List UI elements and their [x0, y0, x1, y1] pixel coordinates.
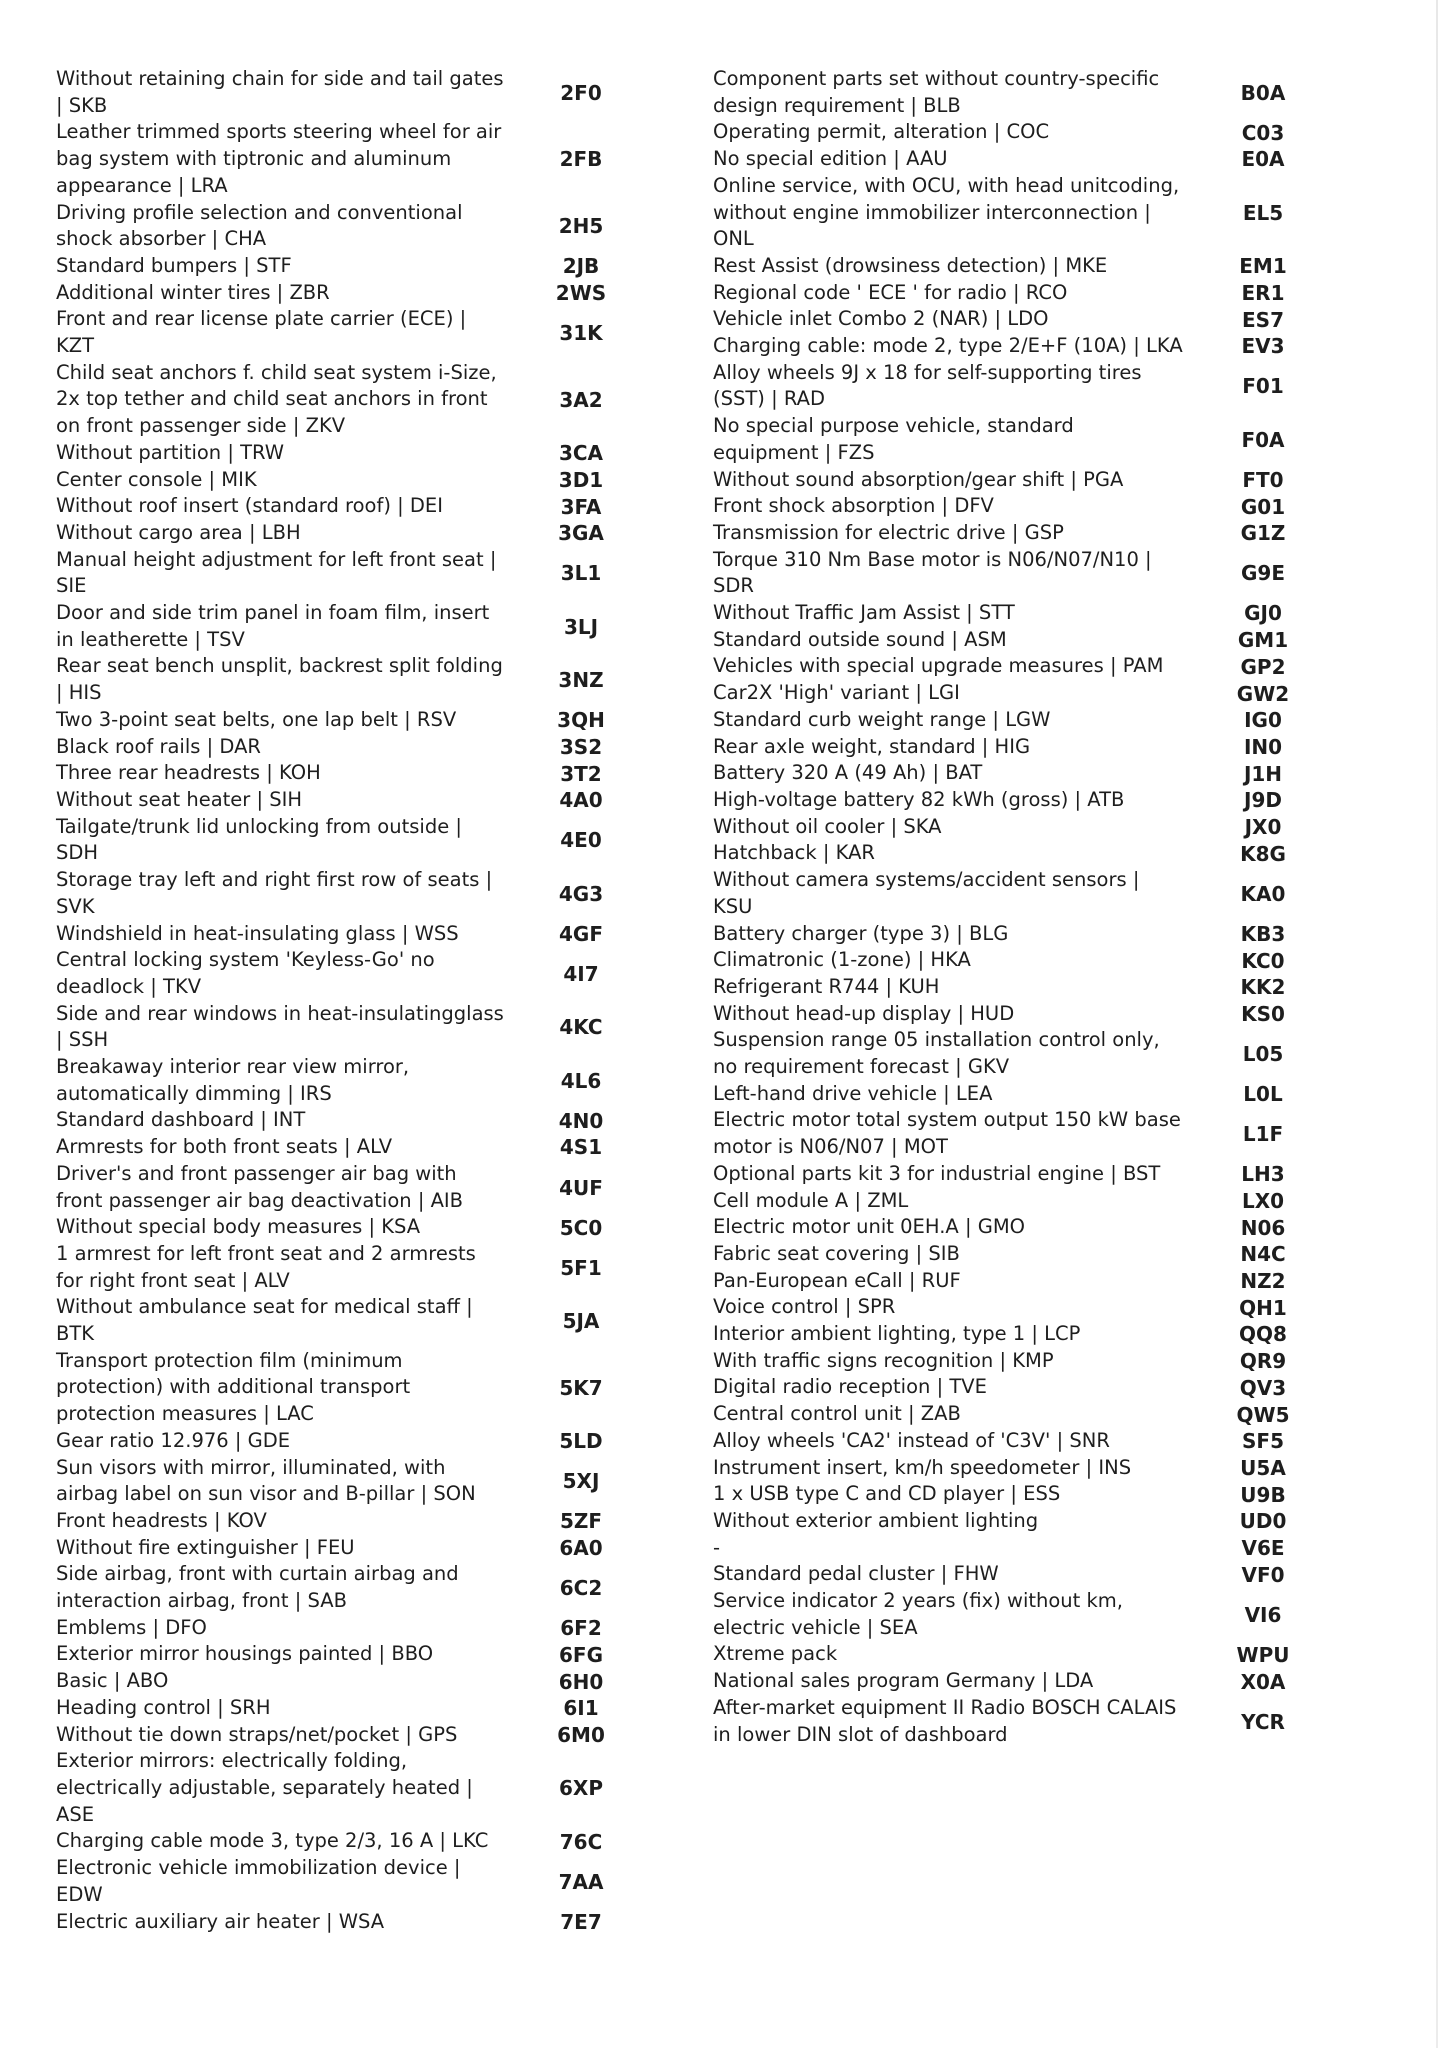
- equipment-description: Electric auxiliary air heater | WSA: [56, 1909, 385, 1933]
- equipment-description: Vehicle inlet Combo 2 (NAR) | LDO: [713, 307, 1049, 331]
- equipment-description: Regional code ' ECE ' for radio | RCO: [713, 280, 1068, 304]
- equipment-code: 6I1: [563, 1696, 599, 1721]
- equipment-code: KB3: [1240, 921, 1286, 946]
- equipment-code: 4UF: [559, 1175, 603, 1200]
- equipment-description: Driver's and front passenger air bag with front passenger air bag deactivation | AIB: [56, 1161, 464, 1212]
- equipment-code: 6C2: [559, 1576, 603, 1601]
- equipment-description: Breakaway interior rear view mirror, automatically dimming | IRS: [56, 1055, 410, 1105]
- equipment-code: 2H5: [558, 214, 604, 239]
- equipment-code: 4I7: [563, 961, 599, 986]
- equipment-code: 4GF: [559, 921, 603, 946]
- equipment-code: G1Z: [1240, 521, 1286, 546]
- equipment-code: 7AA: [558, 1869, 604, 1894]
- equipment-description: Standard curb weight range | LGW: [713, 707, 1051, 731]
- equipment-code: IG0: [1244, 708, 1282, 733]
- equipment-description: Vehicles with special upgrade measures | PAM: [713, 654, 1164, 678]
- equipment-description: 1 x USB type C and CD player | ESS: [713, 1482, 1061, 1506]
- equipment-description: Basic | ABO: [56, 1669, 169, 1693]
- equipment-description: Left-hand drive vehicle | LEA: [713, 1081, 993, 1105]
- equipment-description: Electric motor total system output 150 kW base motor is N06/N07 | MOT: [713, 1108, 1181, 1159]
- equipment-description: Armrests for both front seats | ALV: [56, 1135, 393, 1159]
- equipment-code: 6H0: [558, 1669, 604, 1694]
- equipment-description: Storage tray left and right first row of seats | SVK: [56, 868, 493, 918]
- equipment-code: 3L1: [560, 561, 602, 586]
- equipment-description: High-voltage battery 82 kWh (gross) | ATB: [713, 787, 1125, 811]
- equipment-description: Rear axle weight, standard | HIG: [713, 734, 1031, 758]
- equipment-code: 4L6: [560, 1068, 602, 1093]
- equipment-code: 4G3: [558, 881, 604, 906]
- equipment-code: SF5: [1242, 1429, 1284, 1454]
- left-equipment-column: [56, 66, 656, 1935]
- equipment-description: Pan-European eCall | RUF: [713, 1268, 961, 1292]
- equipment-description: After-market equipment II Radio BOSCH CALAIS in lower DIN slot of dashboard: [713, 1695, 1177, 1746]
- equipment-description: Interior ambient lighting, type 1 | LCP: [713, 1322, 1081, 1346]
- equipment-code: 3LJ: [563, 614, 599, 639]
- equipment-code: 5ZF: [559, 1509, 603, 1534]
- equipment-code: 3S2: [559, 734, 603, 759]
- equipment-code: 5C0: [559, 1215, 603, 1240]
- equipment-description: Xtreme pack: [713, 1642, 838, 1666]
- equipment-description: Leather trimmed sports steering wheel for air bag system with tiptronic and aluminum appearance | LRA: [56, 120, 502, 197]
- equipment-description: Rear seat bench unsplit, backrest split folding | HIS: [56, 654, 503, 705]
- equipment-description: Child seat anchors f. child seat system i-Size, 2x top tether and child seat anchors in front on front passenger side | ZKV: [56, 360, 497, 438]
- equipment-code: KA0: [1240, 881, 1286, 906]
- equipment-description: Operating permit, alteration | COC: [713, 120, 1050, 144]
- equipment-description: Standard dashboard | INT: [56, 1108, 306, 1132]
- equipment-description: Without oil cooler | SKA: [713, 814, 942, 838]
- equipment-code: JX0: [1244, 815, 1282, 840]
- equipment-description: Component parts set without country-specific design requirement | BLB: [713, 67, 1160, 117]
- equipment-code: X0A: [1240, 1669, 1286, 1694]
- equipment-description: Without Traffic Jam Assist | STT: [713, 601, 1015, 625]
- equipment-code: N4C: [1240, 1242, 1286, 1267]
- equipment-description: Electronic vehicle immobilization device | EDW: [56, 1856, 461, 1906]
- equipment-code: KS0: [1241, 1001, 1285, 1026]
- equipment-code: 2WS: [555, 280, 607, 305]
- equipment-description: Emblems | DFO: [56, 1615, 207, 1639]
- equipment-code: 6A0: [559, 1536, 603, 1561]
- equipment-code: B0A: [1240, 80, 1286, 105]
- page-edge: [1436, 0, 1438, 2048]
- equipment-description: Charging cable mode 3, type 2/3, 16 A | LKC: [56, 1829, 489, 1853]
- equipment-code: GJ0: [1244, 601, 1282, 626]
- equipment-code: 4N0: [558, 1108, 604, 1133]
- equipment-description: Rest Assist (drowsiness detection) | MKE: [713, 253, 1108, 277]
- equipment-code: 5JA: [562, 1309, 600, 1334]
- equipment-code: 6F2: [560, 1616, 602, 1641]
- equipment-code: KK2: [1240, 975, 1286, 1000]
- equipment-code: 3A2: [559, 387, 603, 412]
- equipment-description: Three rear headrests | KOH: [56, 761, 321, 785]
- equipment-description: Transport protection film (minimum protection) with additional transport protection measures | LAC: [56, 1348, 411, 1426]
- equipment-description: Without tie down straps/net/pocket | GPS: [56, 1722, 458, 1746]
- equipment-description: Heading control | SRH: [56, 1695, 271, 1719]
- equipment-description: No special edition | AAU: [713, 147, 948, 171]
- equipment-description: Exterior mirrors: electrically folding, electrically adjustable, separately heated | ASE: [56, 1749, 473, 1826]
- equipment-code: 2FB: [559, 147, 603, 172]
- equipment-description: Without seat heater | SIH: [56, 787, 303, 811]
- equipment-code: 5K7: [559, 1375, 603, 1400]
- equipment-description: Tailgate/trunk lid unlocking from outside | SDH: [56, 814, 462, 865]
- equipment-description: Without fire extinguisher | FEU: [56, 1535, 355, 1559]
- equipment-description: -: [713, 1535, 721, 1559]
- equipment-code: L0L: [1243, 1082, 1283, 1107]
- equipment-description: Refrigerant R744 | KUH: [713, 974, 940, 998]
- equipment-code: IN0: [1243, 734, 1283, 759]
- equipment-description: Without ambulance seat for medical staff | BTK: [56, 1295, 473, 1346]
- equipment-description: Digital radio reception | TVE: [713, 1375, 987, 1399]
- equipment-code: 5XJ: [562, 1469, 600, 1494]
- equipment-code: K8G: [1240, 841, 1286, 866]
- equipment-code: 4S1: [559, 1135, 603, 1160]
- equipment-description: Front and rear license plate carrier (ECE) | KZT: [56, 307, 467, 358]
- equipment-description: Car2X 'High' variant | LGI: [713, 681, 960, 705]
- equipment-description: Sun visors with mirror, illuminated, with airbag label on sun visor and B-pillar | SON: [56, 1455, 476, 1506]
- equipment-code: 5F1: [560, 1255, 602, 1280]
- equipment-description: National sales program Germany | LDA: [713, 1669, 1094, 1693]
- equipment-code: 3QH: [557, 708, 605, 733]
- equipment-description: No special purpose vehicle, standard equipment | FZS: [713, 414, 1074, 464]
- equipment-description: Standard pedal cluster | FHW: [713, 1562, 999, 1586]
- equipment-description: Central locking system 'Keyless-Go' no deadlock | TKV: [56, 948, 435, 998]
- equipment-description: Without special body measures | KSA: [56, 1215, 421, 1239]
- equipment-code: E0A: [1241, 147, 1285, 172]
- equipment-description: Manual height adjustment for left front seat | SIE: [56, 547, 497, 598]
- equipment-description: Online service, with OCU, with head unitcoding, without engine immobilizer interconnection | ONL: [713, 173, 1180, 251]
- equipment-description: Front headrests | KOV: [56, 1508, 267, 1532]
- equipment-code: 31K: [559, 321, 603, 346]
- equipment-description: Front shock absorption | DFV: [713, 494, 994, 518]
- equipment-code: GP2: [1240, 654, 1286, 679]
- equipment-code: 3NZ: [558, 668, 604, 693]
- equipment-description: Without cargo area | LBH: [56, 520, 301, 544]
- equipment-code: VI6: [1244, 1602, 1282, 1627]
- equipment-code: 3T2: [560, 761, 602, 786]
- equipment-code: F0A: [1241, 427, 1285, 452]
- equipment-description: Without exterior ambient lighting: [713, 1508, 1039, 1532]
- equipment-code: U5A: [1240, 1455, 1286, 1480]
- equipment-code: 6XP: [559, 1776, 603, 1801]
- equipment-code: GM1: [1237, 628, 1289, 653]
- equipment-description: Climatronic (1-zone) | HKA: [713, 948, 971, 972]
- equipment-description: Battery 320 A (49 Ah) | BAT: [713, 761, 983, 785]
- equipment-code: NZ2: [1240, 1268, 1286, 1293]
- equipment-code: J1H: [1243, 761, 1283, 786]
- right-equipment-column: [713, 66, 1343, 1748]
- equipment-description: Windshield in heat-insulating glass | WSS: [56, 921, 459, 945]
- equipment-description: Two 3-point seat belts, one lap belt | RSV: [56, 707, 457, 731]
- equipment-code: EV3: [1241, 334, 1285, 359]
- equipment-code: 3FA: [560, 494, 602, 519]
- equipment-description: Door and side trim panel in foam film, insert in leatherette | TSV: [56, 601, 490, 651]
- equipment-description: Alloy wheels 9J x 18 for self-supporting tires (SST) | RAD: [713, 360, 1142, 411]
- equipment-code: ES7: [1242, 307, 1284, 332]
- equipment-description: Service indicator 2 years (fix) without km, electric vehicle | SEA: [713, 1589, 1123, 1639]
- equipment-code: 5LD: [559, 1429, 603, 1454]
- equipment-code: 3D1: [558, 467, 604, 492]
- equipment-code: C03: [1241, 120, 1285, 145]
- equipment-description: Instrument insert, km/h speedometer | INS: [713, 1455, 1132, 1479]
- equipment-code: LH3: [1241, 1162, 1285, 1187]
- equipment-description: Electric motor unit 0EH.A | GMO: [713, 1215, 1025, 1239]
- equipment-code: N06: [1240, 1215, 1286, 1240]
- equipment-description: 1 armrest for left front seat and 2 armrests for right front seat | ALV: [56, 1241, 476, 1292]
- equipment-description: Side and rear windows in heat-insulatingglass | SSH: [56, 1001, 504, 1052]
- equipment-code: G01: [1240, 494, 1286, 519]
- equipment-code: FT0: [1242, 467, 1284, 492]
- equipment-description: Gear ratio 12.976 | GDE: [56, 1428, 291, 1452]
- equipment-code: 2F0: [560, 80, 602, 105]
- equipment-code: 4A0: [559, 788, 603, 813]
- equipment-code: 7E7: [560, 1909, 602, 1934]
- equipment-code: EM1: [1239, 254, 1287, 279]
- equipment-description: Without roof insert (standard roof) | DEI: [56, 494, 443, 518]
- equipment-description: Fabric seat covering | SIB: [713, 1241, 960, 1265]
- equipment-code: G9E: [1241, 561, 1285, 586]
- equipment-code: V6E: [1241, 1536, 1285, 1561]
- equipment-description: Side airbag, front with curtain airbag and interaction airbag, front | SAB: [56, 1562, 459, 1613]
- equipment-code: 76C: [559, 1829, 603, 1854]
- equipment-description: Optional parts kit 3 for industrial engine | BST: [713, 1161, 1161, 1185]
- equipment-description: Without sound absorption/gear shift | PGA: [713, 467, 1124, 491]
- equipment-code: YCR: [1241, 1709, 1285, 1734]
- equipment-description: Hatchback | KAR: [713, 841, 875, 865]
- equipment-code: QH1: [1239, 1295, 1287, 1320]
- equipment-description: Charging cable: mode 2, type 2/E+F (10A) | LKA: [713, 334, 1183, 358]
- equipment-description: Without head-up display | HUD: [713, 1001, 1015, 1025]
- equipment-description: Standard bumpers | STF: [56, 253, 292, 277]
- equipment-description: Black roof rails | DAR: [56, 734, 261, 758]
- equipment-code: LX0: [1241, 1188, 1285, 1213]
- equipment-code: 3GA: [558, 521, 604, 546]
- equipment-code: 6FG: [559, 1642, 603, 1667]
- equipment-description: Torque 310 Nm Base motor is N06/N07/N10 | SDR: [713, 547, 1152, 598]
- equipment-code: QW5: [1236, 1402, 1290, 1427]
- equipment-description: Cell module A | ZML: [713, 1188, 909, 1212]
- equipment-code: 2JB: [562, 254, 600, 279]
- equipment-code: UD0: [1239, 1509, 1287, 1534]
- equipment-description: Suspension range 05 installation control only, no requirement forecast | GKV: [713, 1028, 1160, 1079]
- equipment-description: Transmission for electric drive | GSP: [713, 520, 1064, 544]
- equipment-code: WPU: [1236, 1642, 1290, 1667]
- equipment-description: Center console | MIK: [56, 467, 257, 491]
- equipment-code: QQ8: [1239, 1322, 1287, 1347]
- equipment-description: Without partition | TRW: [56, 440, 285, 464]
- equipment-code: QV3: [1239, 1375, 1287, 1400]
- equipment-description: Battery charger (type 3) | BLG: [713, 921, 1009, 945]
- equipment-description: Without retaining chain for side and tail gates | SKB: [56, 67, 504, 117]
- equipment-code: VF0: [1241, 1562, 1285, 1587]
- equipment-description: With traffic signs recognition | KMP: [713, 1348, 1054, 1372]
- equipment-description: Additional winter tires | ZBR: [56, 280, 330, 304]
- equipment-description: Without camera systems/accident sensors | KSU: [713, 868, 1140, 918]
- equipment-description: Central control unit | ZAB: [713, 1402, 961, 1426]
- equipment-description: Alloy wheels 'CA2' instead of 'C3V' | SNR: [713, 1428, 1110, 1452]
- equipment-code: EL5: [1242, 200, 1284, 225]
- equipment-description: Voice control | SPR: [713, 1295, 896, 1319]
- equipment-code: 4E0: [560, 828, 602, 853]
- equipment-code: J9D: [1244, 788, 1282, 813]
- equipment-description: Driving profile selection and conventional shock absorber | CHA: [56, 200, 463, 251]
- equipment-code: QR9: [1239, 1349, 1287, 1374]
- equipment-code: U9B: [1240, 1482, 1286, 1507]
- equipment-code: GW2: [1236, 681, 1290, 706]
- equipment-code: KC0: [1241, 948, 1285, 973]
- equipment-code: L05: [1242, 1042, 1284, 1067]
- equipment-code: 4KC: [559, 1015, 603, 1040]
- equipment-code: L1F: [1242, 1122, 1284, 1147]
- equipment-description: Exterior mirror housings painted | BBO: [56, 1642, 434, 1666]
- equipment-code: F01: [1242, 374, 1284, 399]
- equipment-code: ER1: [1241, 280, 1285, 305]
- equipment-code: 3CA: [558, 441, 604, 466]
- equipment-code: 6M0: [557, 1722, 605, 1747]
- equipment-description: Standard outside sound | ASM: [713, 627, 1007, 651]
